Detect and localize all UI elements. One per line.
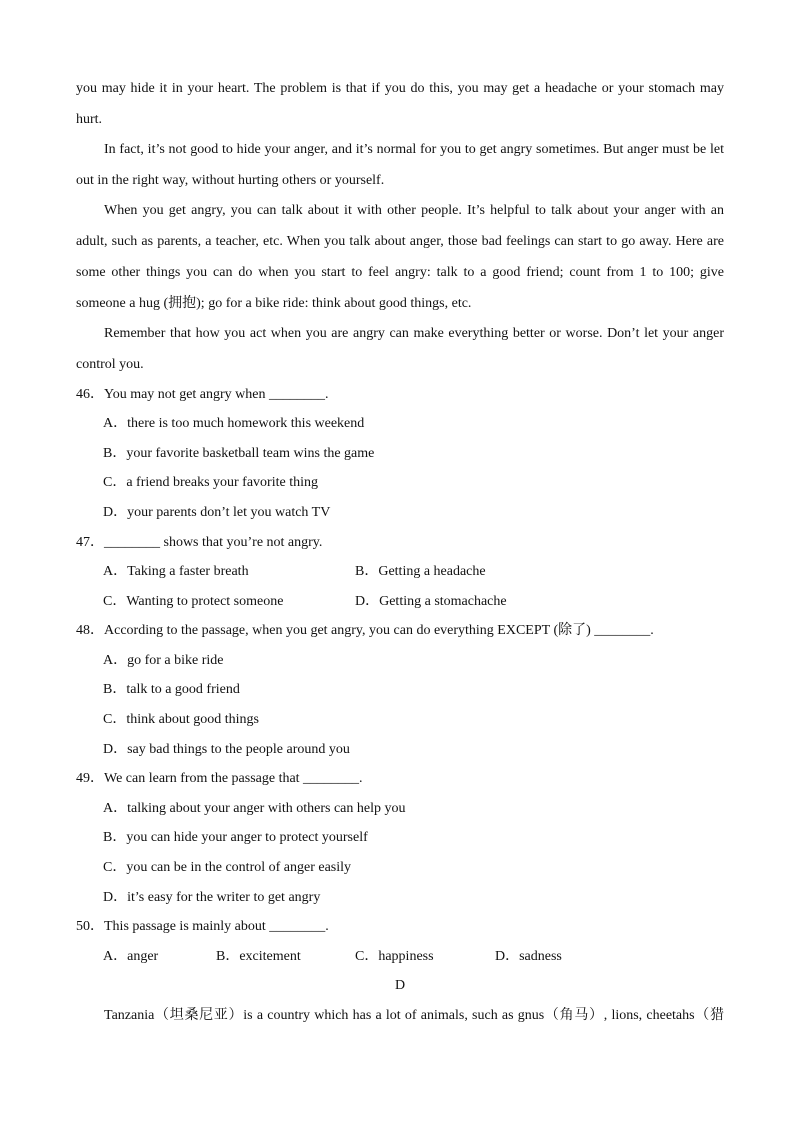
passage-line: Remember that how you act when you are angry can make everything better or worse. Don’t let your anger: [104, 326, 724, 341]
question-48-option-d: D．say bad things to the people around you: [103, 742, 350, 757]
question-47-option-d: D．Getting a stomachache: [355, 594, 507, 609]
passage-line: In fact, it’s not good to hide your anger, and it’s normal for you to get angry sometimes. But anger must be let: [104, 142, 724, 157]
question-47-stem: 47．________ shows that you’re not angry.: [76, 535, 323, 550]
question-46-option-d: D．your parents don’t let you watch TV: [103, 505, 331, 520]
passage-line: control you.: [76, 357, 144, 372]
question-47-option-c: C．Wanting to protect someone: [103, 594, 284, 609]
question-48-stem: 48．According to the passage, when you get angry, you can do everything EXCEPT (除了) ________.: [76, 623, 654, 638]
question-50-option-c: C．happiness: [355, 949, 434, 964]
question-49-option-d: D．it’s easy for the writer to get angry: [103, 890, 321, 905]
question-50-stem: 50．This passage is mainly about ________.: [76, 919, 329, 934]
passage-line: adult, such as parents, a teacher, etc. When you talk about anger, those bad feelings can start to go away. Here are: [76, 234, 724, 249]
passage-line: When you get angry, you can talk about it with other people. It’s helpful to talk about your anger with an: [104, 203, 724, 218]
question-47-option-a: A．Taking a faster breath: [103, 564, 249, 579]
passage-line: out in the right way, without hurting others or yourself.: [76, 173, 385, 188]
section-heading: D: [394, 978, 406, 993]
passage-line: some other things you can do when you start to feel angry: talk to a good friend; count from 1 to 100; give: [76, 265, 724, 280]
question-49-option-b: B．you can hide your anger to protect yourself: [103, 830, 368, 845]
question-46-option-a: A．there is too much homework this weekend: [103, 416, 365, 431]
question-50-option-b: B．excitement: [216, 949, 301, 964]
question-48-option-a: A．go for a bike ride: [103, 653, 224, 668]
question-50-option-d: D．sadness: [495, 949, 562, 964]
passage-line: hurt.: [76, 112, 103, 127]
question-46-option-c: C．a friend breaks your favorite thing: [103, 475, 318, 490]
question-48-option-b: B．talk to a good friend: [103, 682, 240, 697]
question-47-option-b: B．Getting a headache: [355, 564, 486, 579]
question-49-option-a: A．talking about your anger with others can help you: [103, 801, 406, 816]
passage-line: someone a hug (拥抱); go for a bike ride: think about good things, etc.: [76, 296, 472, 311]
question-49-option-c: C．you can be in the control of anger easily: [103, 860, 352, 875]
question-48-option-c: C．think about good things: [103, 712, 259, 727]
question-46-option-b: B．your favorite basketball team wins the game: [103, 446, 375, 461]
passage-line: Tanzania（坦桑尼亚）is a country which has a lot of animals, such as gnus（角马）, lions, cheetahs（猎: [104, 1008, 724, 1023]
question-50-option-a: A．anger: [103, 949, 159, 964]
passage-line: you may hide it in your heart. The problem is that if you do this, you may get a headache or your stomach may: [76, 81, 724, 96]
question-46-stem: 46．You may not get angry when ________.: [76, 387, 329, 402]
question-49-stem: 49．We can learn from the passage that ________.: [76, 771, 363, 786]
